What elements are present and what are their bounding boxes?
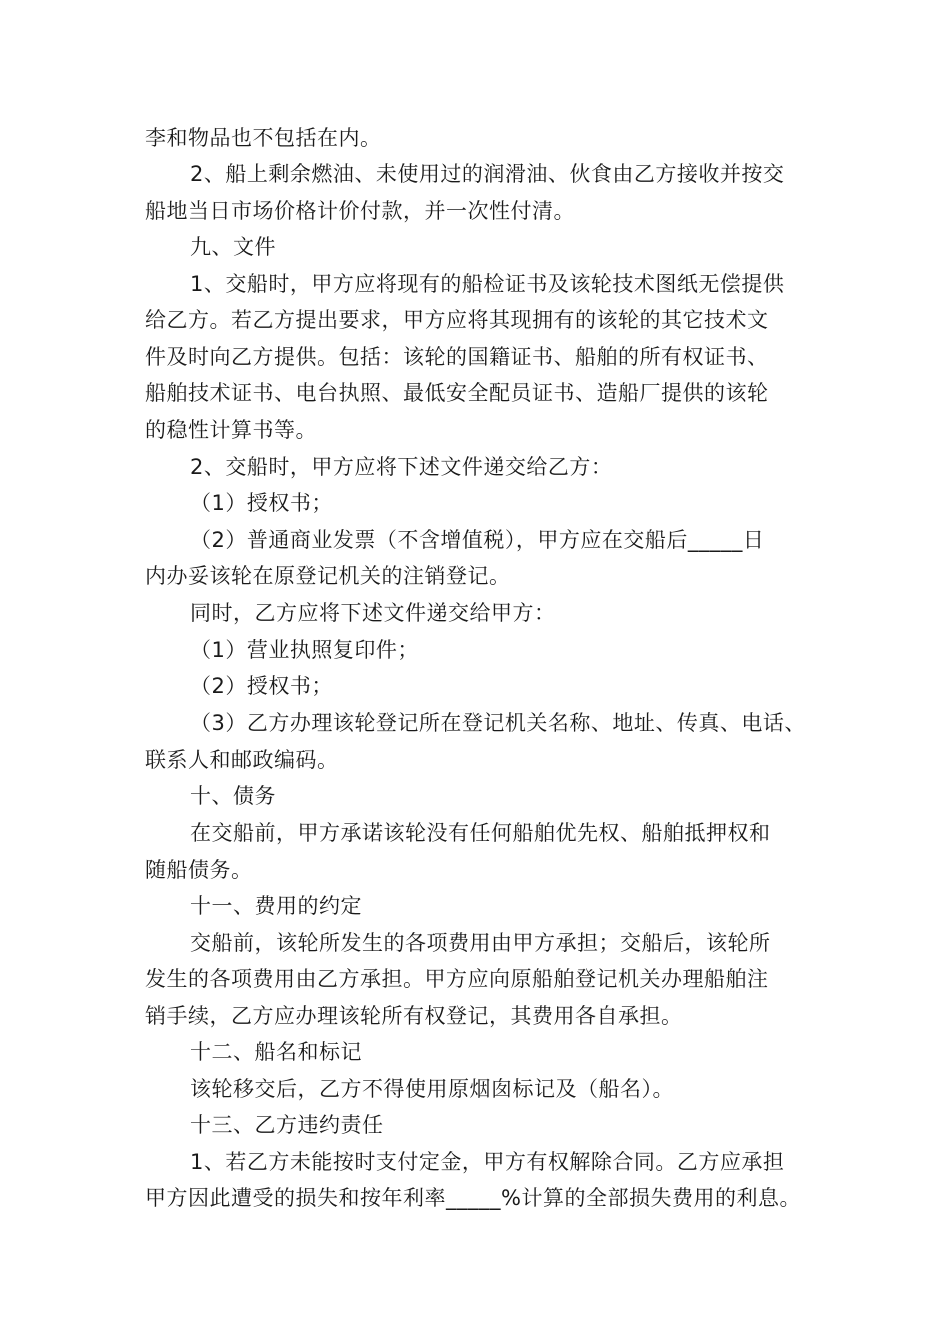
- section-heading: 十、债务: [190, 784, 276, 808]
- list-item: （1）营业执照复印件；: [190, 638, 419, 662]
- text-line: 件及时向乙方提供。包括：该轮的国籍证书、船舶的所有权证书、: [145, 345, 769, 369]
- list-item: （3）乙方办理该轮登记所在登记机关名称、地址、传真、电话、: [190, 711, 806, 735]
- text-line: 1、若乙方未能按时支付定金，甲方有权解除合同。乙方应承担: [190, 1150, 785, 1174]
- section-heading: 十三、乙方违约责任: [190, 1113, 384, 1137]
- list-item: （1）授权书；: [190, 491, 333, 515]
- text-line: 1、交船时，甲方应将现有的船检证书及该轮技术图纸无偿提供: [190, 272, 785, 296]
- section-heading: 九、文件: [190, 235, 276, 259]
- list-item: （2）授权书；: [190, 674, 333, 698]
- text-line: 在交船前，甲方承诺该轮没有任何船舶优先权、船舶抵押权和: [190, 821, 771, 845]
- text-line: 随船债务。: [145, 858, 253, 882]
- text-line: 的稳性计算书等。: [145, 418, 317, 442]
- text-line: 该轮移交后，乙方不得使用原烟囱标记及（船名）。: [190, 1077, 674, 1101]
- text-line: 2、交船时，甲方应将下述文件递交给乙方：: [190, 455, 613, 479]
- text-line: 联系人和邮政编码。: [145, 748, 339, 772]
- text-line: 甲方因此遭受的损失和按年利率_____%计算的全部损失费用的利息。: [145, 1186, 801, 1210]
- section-heading: 十二、船名和标记: [190, 1040, 362, 1064]
- text-line: 内办妥该轮在原登记机关的注销登记。: [145, 564, 511, 588]
- text-line: 同时，乙方应将下述文件递交给甲方：: [190, 601, 556, 625]
- text-line: 交船前，该轮所发生的各项费用由甲方承担；交船后，该轮所: [190, 931, 771, 955]
- text-line: 发生的各项费用由乙方承担。甲方应向原船舶登记机关办理船舶注: [145, 967, 769, 991]
- text-line: 船舶技术证书、电台执照、最低安全配员证书、造船厂提供的该轮: [145, 381, 769, 405]
- text-line: 2、船上剩余燃油、未使用过的润滑油、伙食由乙方接收并按交: [190, 162, 785, 186]
- text-line: 船地当日市场价格计价付款，并一次性付清。: [145, 199, 575, 223]
- text-line: 李和物品也不包括在内。: [145, 126, 382, 150]
- section-heading: 十一、费用的约定: [190, 894, 362, 918]
- list-item: （2）普通商业发票（不含增值税），甲方应在交船后_____日: [190, 528, 765, 552]
- text-line: 给乙方。若乙方提出要求，甲方应将其现拥有的该轮的其它技术文: [145, 308, 769, 332]
- text-line: 销手续，乙方应办理该轮所有权登记，其费用各自承担。: [145, 1004, 683, 1028]
